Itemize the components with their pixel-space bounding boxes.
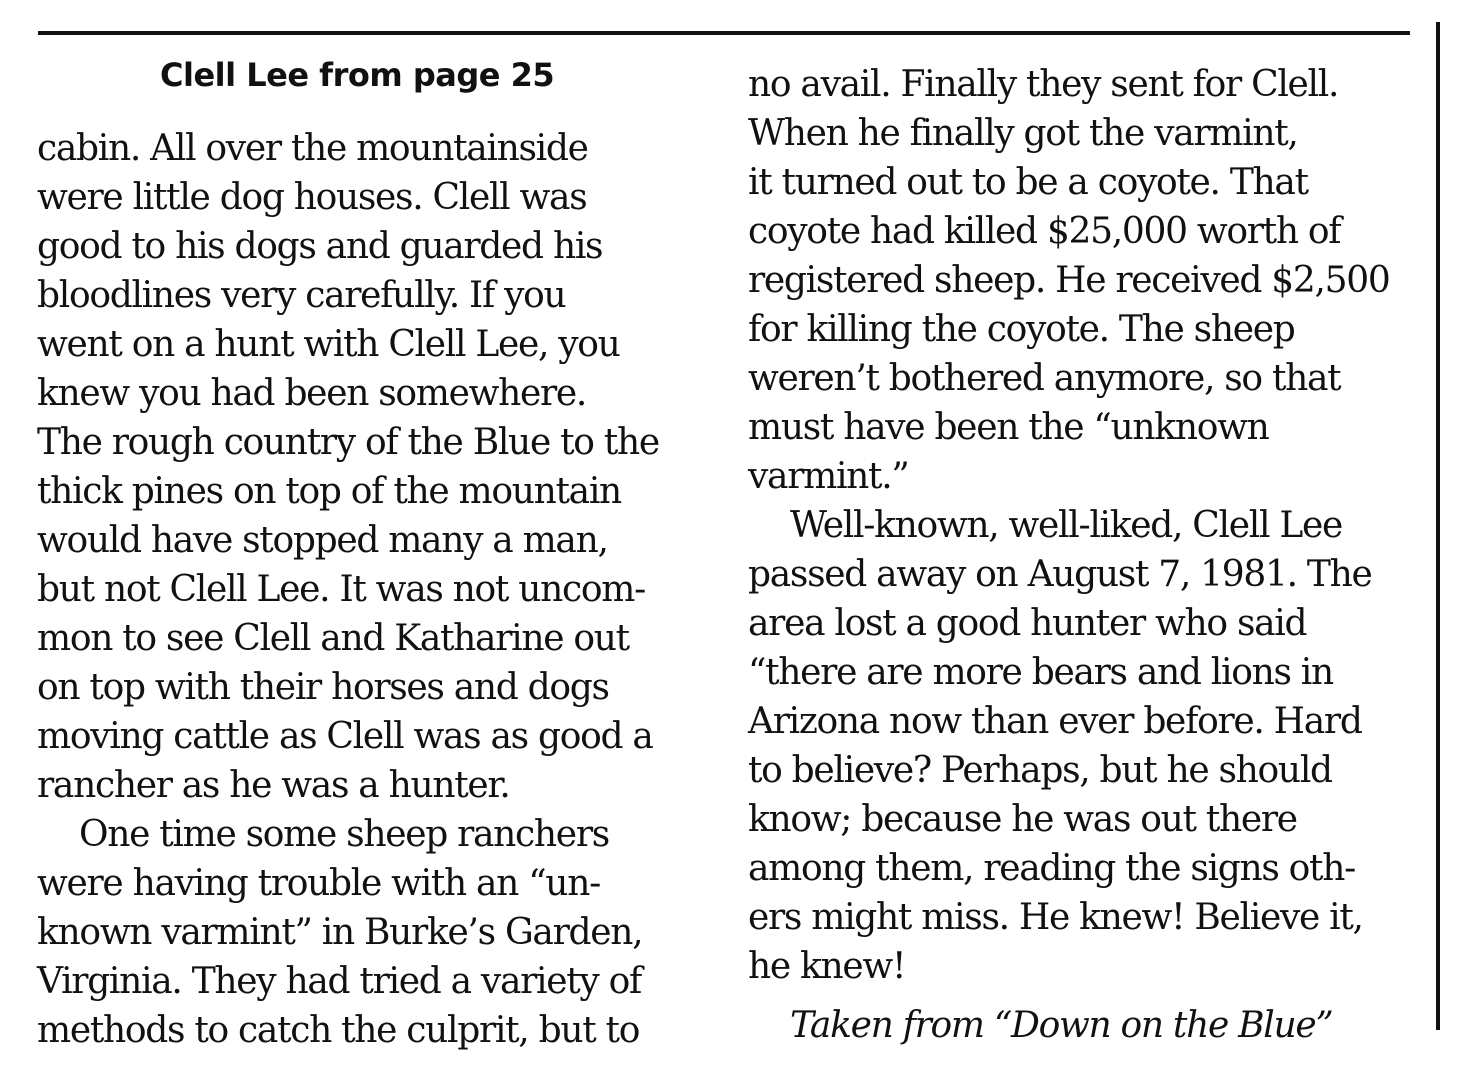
text-line: When he finally got the varmint,	[748, 113, 1298, 154]
text-line: mon to see Clell and Katharine out	[37, 618, 629, 659]
text-line: it turned out to be a coyote. That	[748, 162, 1308, 203]
text-line: must have been the “unknown	[748, 407, 1269, 448]
right-column	[748, 60, 1418, 1050]
text-line: coyote had killed $25,000 worth of	[748, 211, 1341, 252]
text-line: know; because he was out there	[748, 799, 1297, 840]
text-line: The rough country of the Blue to the	[37, 422, 659, 463]
text-line: methods to catch the culprit, but to	[37, 1010, 640, 1051]
text-line: for killing the coyote. The sheep	[748, 309, 1295, 350]
text-line: Virginia. They had tried a variety of	[37, 961, 641, 1002]
text-line: went on a hunt with Clell Lee, you	[37, 324, 620, 365]
text-line: ers might miss. He knew! Believe it,	[748, 897, 1363, 938]
text-line: varmint.”	[748, 456, 909, 497]
text-line: rancher as he was a hunter.	[37, 765, 510, 806]
right-divider-rule	[1436, 22, 1440, 1030]
text-line: among them, reading the signs oth-	[748, 848, 1355, 889]
text-line: moving cattle as Clell was as good a	[37, 716, 653, 757]
text-line: were having trouble with an “un-	[37, 863, 600, 904]
top-divider-rule	[38, 31, 1410, 35]
text-line: bloodlines very carefully. If you	[37, 275, 566, 316]
text-line: he knew!	[748, 946, 906, 987]
text-line: were little dog houses. Clell was	[37, 177, 587, 218]
text-line: “there are more bears and lions in	[748, 652, 1333, 693]
text-line: Arizona now than ever before. Hard	[748, 701, 1362, 742]
cut-off-previous-text	[60, 0, 1360, 8]
left-column	[37, 124, 697, 1055]
text-line: weren’t bothered anymore, so that	[748, 358, 1341, 399]
text-line: would have stopped many a man,	[37, 520, 608, 561]
paragraph-start-line: Well-known, well-liked, Clell Lee	[790, 505, 1342, 546]
text-line: registered sheep. He received $2,500	[748, 260, 1390, 301]
text-line: no avail. Finally they sent for Clell.	[748, 64, 1339, 105]
text-line: knew you had been somewhere.	[37, 373, 587, 414]
text-line: area lost a good hunter who said	[748, 603, 1307, 644]
text-line: passed away on August 7, 1981. The	[748, 554, 1372, 595]
text-line: known varmint” in Burke’s Garden,	[37, 912, 643, 953]
article-heading: Clell Lee from page 25	[160, 56, 555, 94]
text-line: on top with their horses and dogs	[37, 667, 609, 708]
text-line: good to his dogs and guarded his	[37, 226, 603, 267]
paragraph-start-line: One time some sheep ranchers	[79, 814, 609, 855]
text-line: cabin. All over the mountainside	[37, 128, 588, 169]
text-line: but not Clell Lee. It was not uncom-	[37, 569, 645, 610]
text-line: to believe? Perhaps, but he should	[748, 750, 1332, 791]
source-credit: Taken from “Down on the Blue”	[790, 1005, 1333, 1046]
text-line: thick pines on top of the mountain	[37, 471, 621, 512]
